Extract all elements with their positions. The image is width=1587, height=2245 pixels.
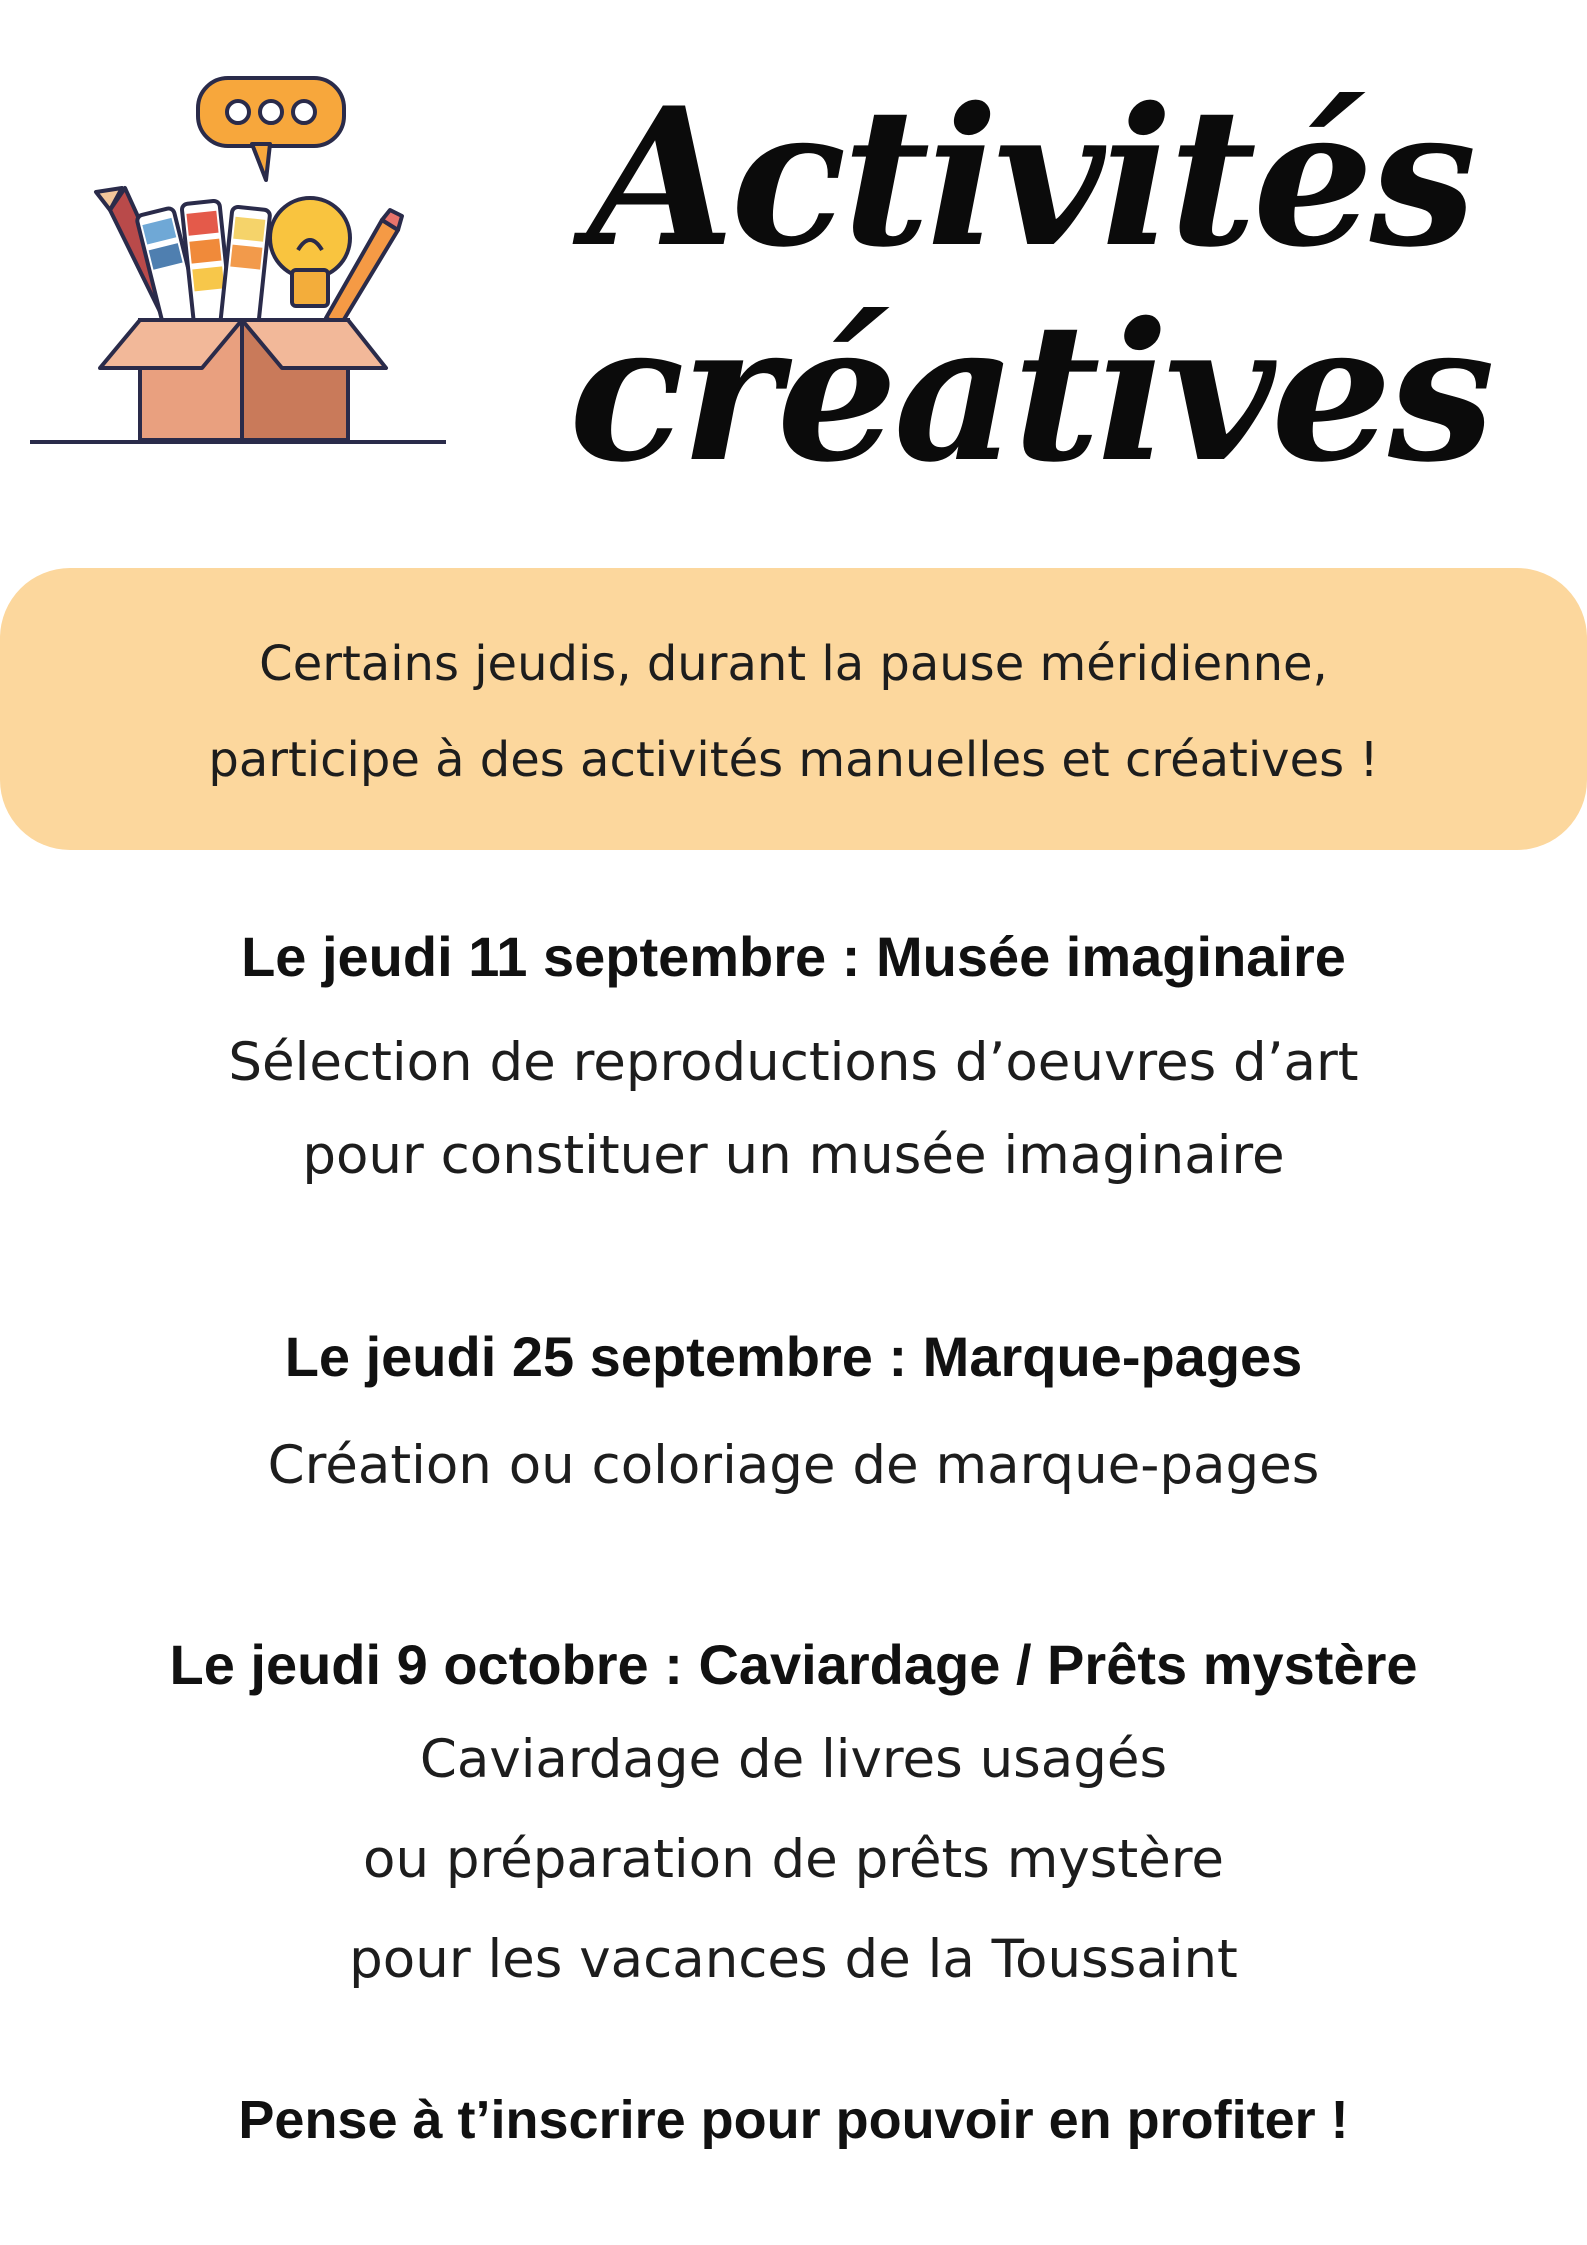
event-heading: Le jeudi 9 octobre : Caviardage / Prêts mystère <box>169 1633 1418 1696</box>
light-bulb-icon <box>270 198 402 326</box>
event-description-line: Sélection de reproductions d’oeuvres d’art <box>228 1032 1359 1093</box>
creative-box-illustration <box>30 70 450 460</box>
event-heading: Le jeudi 25 septembre : Marque-pages <box>284 1325 1303 1388</box>
intro-line-2: participe à des activités manuelles et créatives ! <box>208 732 1379 788</box>
event-description <box>0 1710 1587 2010</box>
event-description-line: ou préparation de prêts mystère <box>363 1829 1224 1890</box>
event-marque-pages <box>0 1312 1587 1514</box>
event-musee-imaginaire <box>0 912 1587 1202</box>
color-swatch-icon <box>136 200 270 333</box>
event-description <box>0 1016 1587 1202</box>
speech-bubble-icon <box>198 78 344 180</box>
event-description-line: Caviardage de livres usagés <box>419 1729 1168 1790</box>
intro-banner <box>0 568 1587 850</box>
event-description-line: pour les vacances de la Toussaint <box>349 1929 1238 1990</box>
event-description-line: pour constituer un musée imaginaire <box>302 1125 1285 1186</box>
intro-line-1: Certains jeudis, durant la pause méridienne, <box>259 636 1328 692</box>
signup-reminder: Pense à t’inscrire pour pouvoir en profiter ! <box>238 2090 1349 2150</box>
event-heading: Le jeudi 11 septembre : Musée imaginaire <box>241 925 1346 988</box>
event-description-line: Création ou coloriage de marque-pages <box>267 1435 1320 1496</box>
title-line-2: créatives <box>569 281 1491 504</box>
event-description <box>0 1418 1587 1514</box>
cardboard-box-icon <box>100 320 386 440</box>
page-title <box>500 66 1560 504</box>
title-line-1: Activités <box>587 66 1473 289</box>
event-caviardage <box>0 1620 1587 2010</box>
